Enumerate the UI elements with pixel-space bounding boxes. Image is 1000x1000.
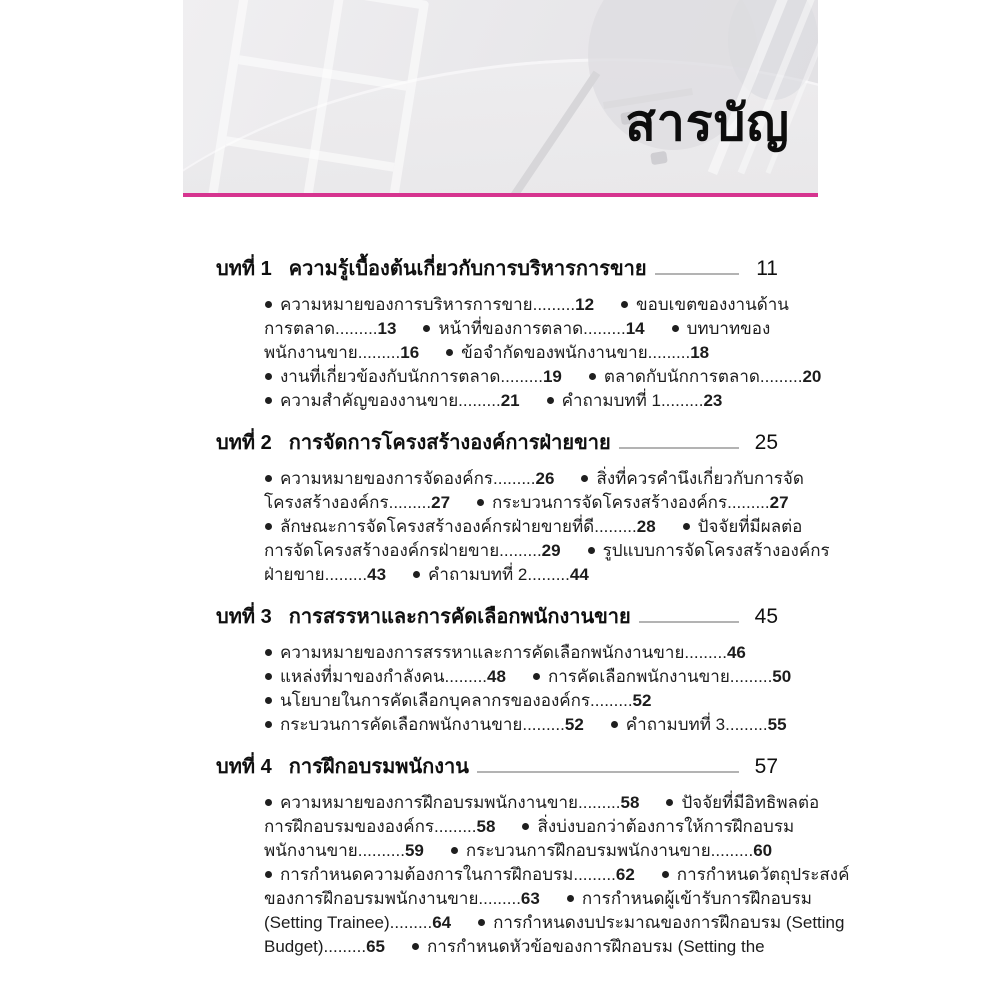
accent-divider (183, 193, 818, 197)
toc-item-page: 59 (404, 841, 424, 860)
toc-item-text: ตลาดกับนักการตลาด......... (603, 367, 803, 386)
toc-item-text: ขอบเขตของงานด้าน (636, 295, 789, 314)
chapter-heading (216, 604, 778, 630)
toc-line (264, 341, 778, 365)
toc-item-text: ของการฝึกอบรมพนักงานขาย......... (264, 889, 521, 908)
chapter-title: การฝึกอบรมพนักงาน (288, 756, 469, 778)
toc-item-text: ปัจจัยที่มีผลต่อ (697, 517, 803, 536)
bullet-icon (265, 649, 272, 656)
toc-line (264, 791, 820, 815)
toc-item-page: 55 (767, 715, 787, 734)
toc-item-page: 50 (772, 667, 792, 686)
bullet-icon (423, 325, 430, 332)
bullet-icon (581, 475, 588, 482)
toc-item-text: สิ่งที่ควรคำนึงเกี่ยวกับการจัด (596, 469, 804, 488)
toc-line (264, 887, 812, 911)
toc-item-text: การกำหนดความต้องการในการฝึกอบรม......... (280, 865, 616, 884)
leader-rule (477, 771, 739, 773)
bullet-icon (265, 475, 272, 482)
toc-item-page: 16 (400, 343, 420, 362)
toc-item-text: สิ่งบ่งบอกว่าต้องการให้การฝึกอบรม (537, 817, 795, 836)
toc-line (264, 563, 778, 587)
window-frame-graphic (205, 0, 429, 193)
chapter-label: บทที่ 4 (216, 756, 272, 778)
toc-line (264, 713, 787, 737)
toc-item-text: ฝ่ายขาย......... (264, 565, 368, 584)
toc-item-page: 63 (520, 889, 540, 908)
toc-item-page: 12 (575, 295, 595, 314)
toc-line (264, 539, 830, 563)
toc-item-page: 65 (366, 937, 385, 956)
toc-item-text: แหล่งที่มาของกำลังคน......... (280, 667, 488, 686)
toc-item-text: ปัจจัยที่มีอิทธิพลต่อ (681, 793, 820, 812)
bullet-icon (265, 673, 272, 680)
chapter-label: บทที่ 3 (216, 606, 272, 628)
chapter-page-number: 25 (754, 431, 778, 454)
toc-item-text: การกำหนดงบประมาณของการฝึกอบรม (Setting (493, 913, 845, 932)
toc-item-page: 58 (620, 793, 640, 812)
chapter-title: การจัดการโครงสร้างองค์การฝ่ายขาย (288, 432, 611, 454)
toc-item-text: งานที่เกี่ยวข้องกับนักการตลาด......... (280, 367, 543, 386)
toc-item-page: 27 (431, 493, 451, 512)
toc-item-page: 21 (500, 391, 520, 410)
page-title: สารบัญ (625, 95, 790, 151)
toc-item-text: กระบวนการจัดโครงสร้างองค์กร......... (492, 493, 770, 512)
toc-item-text: หน้าที่ของการตลาด......... (438, 319, 626, 338)
toc-line (264, 935, 778, 959)
toc-item-page: 27 (769, 493, 789, 512)
bullet-icon (446, 349, 453, 356)
toc-item-text: ลักษณะการจัดโครงสร้างองค์กรฝ่ายขายที่ดี......... (280, 517, 637, 536)
bullet-icon (412, 943, 419, 950)
toc-item-text: บทบาทของ (686, 319, 771, 338)
toc-item-text: การกำหนดวัตถุประสงค์ (676, 865, 850, 884)
toc-item-text: ความสำคัญของงานขาย......... (280, 391, 501, 410)
toc-item-text: คำถามบทที่ 3......... (625, 715, 768, 734)
toc-item-text: พนักงานขาย.......... (264, 841, 405, 860)
bullet-icon (265, 301, 272, 308)
toc-item-text: คำถามบทที่ 1......... (561, 391, 704, 410)
toc-line (264, 317, 778, 341)
toc-item-text: การกำหนดหัวข้อของการฝึกอบรม (Setting the (426, 937, 765, 956)
bullet-icon (589, 373, 596, 380)
bullet-icon (662, 871, 669, 878)
bullet-icon (265, 523, 272, 530)
bullet-icon (621, 301, 628, 308)
toc-item-page: 28 (636, 517, 656, 536)
bullet-icon (666, 799, 673, 806)
bullet-icon (567, 895, 574, 902)
bullet-icon (265, 721, 272, 728)
toc-line (264, 467, 804, 491)
toc-item-text: การฝึกอบรมขององค์กร......... (264, 817, 477, 836)
toc-item-text: การจัดโครงสร้างองค์กรฝ่ายขาย......... (264, 541, 542, 560)
chapter-heading (216, 430, 778, 456)
bullet-icon (672, 325, 679, 332)
toc-item-page: 26 (535, 469, 555, 488)
toc-item-page: 13 (377, 319, 397, 338)
bullet-icon (478, 919, 485, 926)
toc-line (264, 839, 778, 863)
chapter-section (216, 604, 792, 737)
toc-item-text: ข้อจำกัดของพนักงานขาย......... (461, 343, 691, 362)
bullet-icon (265, 799, 272, 806)
leader-rule (639, 621, 739, 623)
bullet-icon (547, 397, 554, 404)
toc-line (264, 293, 789, 317)
bullet-icon (265, 397, 272, 404)
toc-item-text: การกำหนดผู้เข้ารับการฝึกอบรม (581, 889, 812, 908)
toc-item-page: 62 (615, 865, 635, 884)
toc-item-text: Budget)......... (264, 937, 367, 956)
toc-item-page: 23 (703, 391, 723, 410)
toc-item-page: 20 (802, 367, 822, 386)
chapter-page-number: 11 (756, 257, 778, 280)
toc-item-page: 14 (625, 319, 645, 338)
chapter-heading (216, 256, 778, 282)
bullet-icon (477, 499, 484, 506)
chapter-items (264, 791, 850, 959)
toc-item-page: 48 (487, 667, 506, 686)
chapter-title: การสรรหาและการคัดเลือกพนักงานขาย (288, 606, 631, 628)
toc-line (264, 641, 778, 665)
toc-line (264, 665, 792, 689)
bullet-icon (451, 847, 458, 854)
bullet-icon (522, 823, 529, 830)
chapter-label: บทที่ 2 (216, 432, 272, 454)
toc-item-page: 19 (542, 367, 562, 386)
toc-line (264, 389, 778, 413)
toc-item-text: ความหมายของการฝึกอบรมพนักงานขาย......... (280, 793, 621, 812)
toc-item-page: 52 (632, 691, 652, 710)
chapter-items (264, 467, 830, 587)
toc-item-page: 18 (690, 343, 710, 362)
bullet-icon (683, 523, 690, 530)
toc-item-text: รูปแบบการจัดโครงสร้างองค์กร (602, 541, 830, 560)
leader-rule (655, 273, 739, 275)
chapter-title: ความรู้เบื้องต้นเกี่ยวกับการบริหารการขาย (288, 258, 647, 280)
toc-item-page: 64 (432, 913, 452, 932)
toc-line (264, 365, 822, 389)
toc-item-text: กระบวนการคัดเลือกพนักงานขาย......... (280, 715, 565, 734)
bullet-icon (413, 571, 420, 578)
bullet-icon (265, 373, 272, 380)
bullet-icon (533, 673, 540, 680)
toc-line (264, 863, 850, 887)
toc-item-page: 43 (367, 565, 387, 584)
chapter-page-number: 57 (754, 755, 778, 778)
toc-item-text: โครงสร้างองค์กร......... (264, 493, 432, 512)
chapter-section (216, 754, 850, 959)
chapter-section (216, 256, 822, 413)
bullet-icon (611, 721, 618, 728)
toc-item-page: 58 (476, 817, 496, 836)
toc-item-page: 52 (564, 715, 584, 734)
toc-item-text: กระบวนการฝึกอบรมพนักงานขาย......... (465, 841, 754, 860)
chapter-section (216, 430, 830, 587)
bullet-icon (588, 547, 595, 554)
toc-line (264, 815, 795, 839)
toc-line (264, 689, 778, 713)
toc-item-text: การตลาด......... (264, 319, 378, 338)
chapter-page-number: 45 (754, 605, 778, 628)
chapter-heading (216, 754, 778, 780)
bullet-icon (265, 697, 272, 704)
toc-item-text: นโยบายในการคัดเลือกบุคลากรขององค์กร......... (280, 691, 633, 710)
toc-item-text: (Setting Trainee)......... (264, 913, 433, 932)
header-banner (183, 0, 818, 193)
page-content (183, 0, 850, 959)
toc-line (264, 491, 789, 515)
bullet-icon (265, 871, 272, 878)
toc-list (183, 256, 850, 959)
chapter-items (264, 293, 822, 413)
toc-item-page: 46 (726, 643, 746, 662)
toc-line (264, 515, 803, 539)
toc-item-page: 29 (541, 541, 561, 560)
toc-item-text: ความหมายของการสรรหาและการคัดเลือกพนักงานขาย......... (280, 643, 727, 662)
toc-item-text: พนักงานขาย......... (264, 343, 401, 362)
toc-item-text: ความหมายของการบริหารการขาย......... (280, 295, 576, 314)
chapter-label: บทที่ 1 (216, 258, 272, 280)
toc-item-text: ความหมายของการจัดองค์กร......... (280, 469, 536, 488)
chapter-items (264, 641, 792, 737)
leader-rule (619, 447, 739, 449)
toc-item-page: 60 (753, 841, 773, 860)
toc-item-page: 44 (569, 565, 589, 584)
toc-line (264, 911, 845, 935)
toc-item-text: การคัดเลือกพนักงานขาย......... (547, 667, 773, 686)
toc-item-text: คำถามบทที่ 2......... (428, 565, 570, 584)
chair-silhouette-graphic (650, 151, 668, 165)
